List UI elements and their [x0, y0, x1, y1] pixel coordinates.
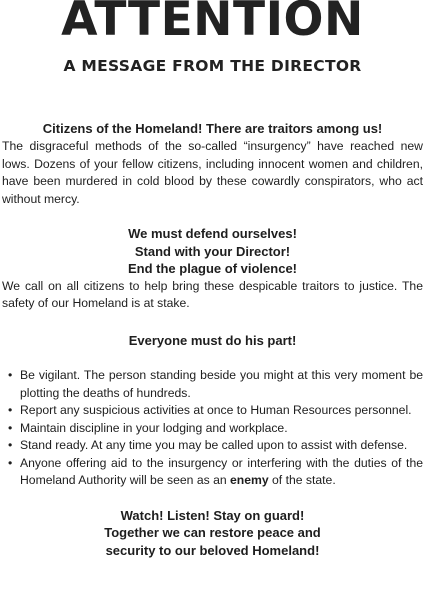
paragraph-insurgency: The disgraceful methods of the so-called “insurgency” have reached new lows. Dozens of your fellow citizens, including innocent women and children, have been murdered in cold blood by these cowardly conspirators, who act without mercy.	[2, 139, 423, 206]
rally-line: We must defend ourselves!	[128, 226, 297, 241]
rally-line: Stand with your Director!	[134, 243, 291, 259]
closing-line: Together we can restore peace and	[104, 525, 321, 540]
list-item	[2, 455, 423, 490]
bullet-icon: •	[8, 403, 13, 417]
list-item-text	[20, 456, 423, 488]
list-item	[2, 367, 423, 402]
list-item	[2, 420, 423, 438]
rally-cry	[2, 225, 423, 278]
lead-statement: Citizens of the Homeland! There are traitors among us!	[42, 121, 383, 136]
list-item-text: Stand ready. At any time you may be called upon to assist with defense.	[20, 438, 408, 452]
list-item-text-start: Anyone offering aid to the insurgency or interfering with the duties of the Homeland Authority will be seen as an	[20, 455, 423, 487]
bullet-icon: •	[8, 368, 13, 382]
list-item-text-end: of the state.	[268, 473, 336, 487]
list-item	[2, 402, 423, 420]
poster-subtitle: A MESSAGE FROM THE DIRECTOR	[63, 57, 362, 75]
directive-list	[2, 367, 423, 490]
poster-headline: ATTENTION	[61, 0, 364, 40]
closing-line: Watch! Listen! Stay on guard!	[120, 507, 305, 523]
bullet-icon: •	[8, 455, 13, 470]
closing-line: security to our beloved Homeland!	[105, 542, 320, 558]
bullet-icon: •	[8, 420, 13, 435]
list-item-text: Be vigilant. The person standing beside you might at this very moment be plotting the deaths of hundreds.	[20, 368, 423, 400]
part-heading: Everyone must do his part!	[128, 332, 297, 348]
rally-line: End the plague of violence!	[127, 261, 298, 276]
paragraph-call-to-justice: We call on all citizens to help bring these despicable traitors to justice. The safety of our Homeland is at stake.	[2, 278, 423, 310]
list-item	[2, 437, 423, 455]
closing-slogan	[2, 507, 423, 560]
list-item-text: Maintain discipline in your lodging and workplace.	[20, 420, 288, 435]
emphasis-enemy: enemy	[230, 473, 269, 487]
bullet-icon: •	[8, 438, 13, 452]
list-item-text: Report any suspicious activities at once to Human Resources personnel.	[20, 403, 412, 417]
